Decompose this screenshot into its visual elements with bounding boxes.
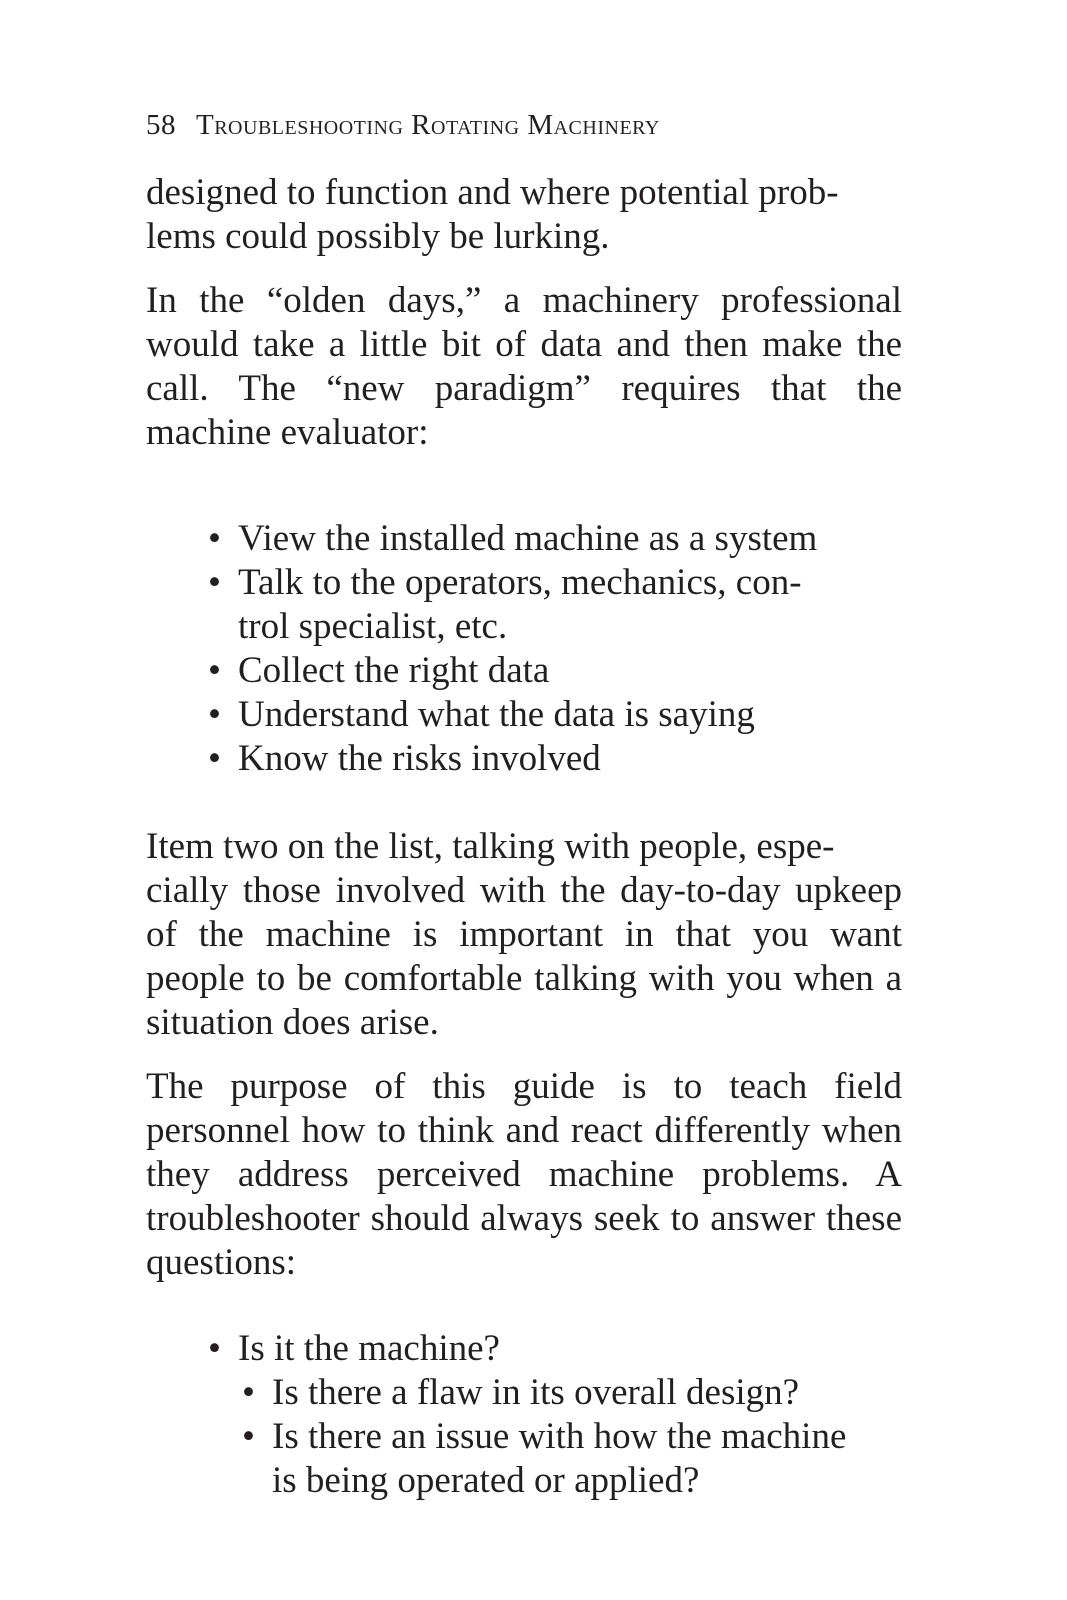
paragraph-4: The purpose of this guide is to teach field personnel how to think and react differently when they address perceived machine problems. A troubleshooter should always seek to answer these questions: (146, 1066, 902, 1283)
running-title: Troubleshooting Rotating Machinery (196, 109, 660, 141)
bullet-icon: • (208, 694, 221, 735)
list-item: • Understand what the data is saying (208, 694, 755, 735)
book-page (146, 105, 902, 1503)
sub-list-item: • Is there a flaw in its overall design? (242, 1372, 800, 1413)
evaluator-list (146, 517, 902, 781)
list-item: • Is it the machine? • Is there a flaw in its overall design? • Is there an issue with how the machine is being operated or applied? (238, 1327, 902, 1503)
list-item: • Talk to the operators, mechanics, con- trol specialist, etc. (208, 562, 802, 647)
sub-list (238, 1371, 902, 1503)
running-header (146, 105, 902, 145)
bullet-icon: • (208, 1328, 221, 1369)
questions-list (146, 1327, 902, 1503)
bullet-icon: • (208, 738, 221, 779)
bullet-icon: • (208, 518, 221, 559)
sub-list-item: • Is there an issue with how the machine is being operated or applied? (242, 1416, 847, 1501)
bullet-icon: • (242, 1372, 255, 1413)
body-text (146, 171, 902, 1503)
paragraph-3: Item two on the list, talking with people, espe- cially those involved with the day-to-day upkeep of the machine is important in that you want people to be comfortable talking with you when a situation does arise. (146, 826, 902, 1043)
paragraph-1: designed to function and where potential prob- lems could possibly be lurking. (146, 172, 839, 257)
bullet-icon: • (208, 562, 221, 603)
list-item: • View the installed machine as a system (208, 518, 818, 559)
bullet-icon: • (242, 1416, 255, 1457)
list-item: • Know the risks involved (208, 738, 601, 779)
paragraph-2: In the “olden days,” a machinery professional would take a little bit of data and then make the call. The “new paradigm” requires that the machine evaluator: (146, 280, 902, 453)
list-item: • Collect the right data (208, 650, 550, 691)
bullet-icon: • (208, 650, 221, 691)
page-number: 58 (146, 109, 176, 141)
